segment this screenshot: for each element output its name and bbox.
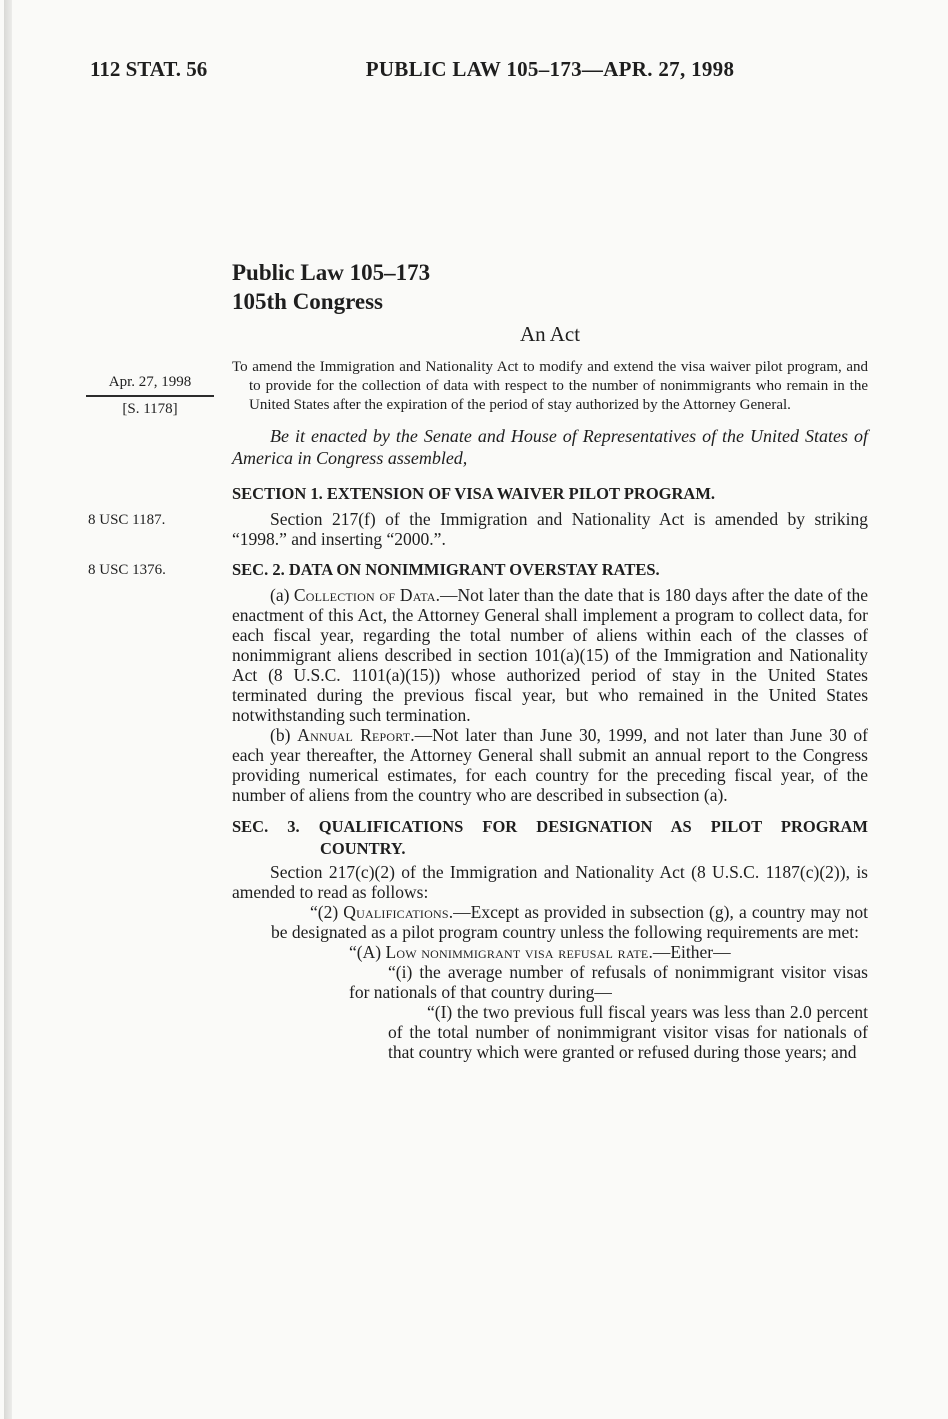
subsection-a-text: .—Not later than the date that is 180 days after the date of the enactment of this Act, the Attorney General shall implement a program to collect data, for each fiscal year, regarding the total number of aliens within each of the classes of nonimmigrant aliens described in section 101(a)(15) of the Immigration and Nationality Act (8 U.S.C. 1101(a)(15)) whose authorized period of stay in the United States terminated during the previous fiscal year, but who remained in the United States notwithstanding such termination. (232, 585, 868, 725)
running-header (0, 57, 948, 85)
usc-1376-margin-note: 8 USC 1376. (88, 562, 166, 578)
an-act-heading: An Act (519, 322, 581, 346)
subparagraph-a-catchline: Low nonimmigrant visa refusal rate (385, 942, 649, 962)
section-3-heading-line1: SEC. 3. QUALIFICATIONS FOR DESIGNATION AS PILOT PROGRAM (232, 817, 868, 836)
usc-1187-margin-note: 8 USC 1187. (88, 512, 166, 528)
section-3-heading-line2: COUNTRY. (320, 839, 406, 858)
subsection-a-paragraph (232, 585, 868, 725)
subparagraph-a-label: “(A) (349, 942, 386, 962)
subsection-b-catchline: Annual Report (297, 725, 411, 745)
section-1-heading: SECTION 1. EXTENSION OF VISA WAIVER PILOT PROGRAM. (232, 484, 716, 503)
page-edge-shadow (4, 0, 12, 1419)
subsection-b-label: (b) (270, 725, 298, 745)
subparagraph-a-text: .—Either— (648, 942, 731, 962)
date-margin-note (86, 373, 214, 419)
enacting-clause: Be it enacted by the Senate and House of Representatives of the United States of America in Congress assembled, (232, 426, 868, 468)
paragraph-2-catchline: Qualifications (343, 902, 449, 922)
preamble-block (108, 358, 868, 417)
section-1-text: Section 217(f) of the Immigration and Nationality Act is amended by striking “1998.” and inserting “2000.”. (232, 509, 868, 549)
subclause-I-paragraph: “(I) the two previous full fiscal years was less than 2.0 percent of the total number of nonimmigrant visitor visas for nationals of that country which were granted or refused during those years; and (388, 1002, 868, 1062)
section-3-heading (232, 816, 868, 860)
subsection-a-catchline: Collection of Data (293, 585, 436, 605)
bill-number: [S. 1178] (122, 401, 178, 417)
paragraph-2-label: “(2) (310, 902, 344, 922)
section-3-intro: Section 217(c)(2) of the Immigration and Nationality Act (8 U.S.C. 1187(c)(2)), is amended to read as follows: (232, 862, 868, 902)
section-1-body-block (88, 509, 868, 549)
law-number-heading: Public Law 105–173 (232, 260, 431, 285)
subsection-b-paragraph (232, 725, 868, 805)
section-2-heading-block (88, 559, 868, 580)
clause-i-paragraph: “(i) the average number of refusals of nonimmigrant visitor visas for nationals of that country during— (349, 962, 868, 1002)
subsection-a-label: (a) (270, 585, 294, 605)
paragraph-2-qualifications (271, 902, 868, 942)
paragraph-2-text: .—Except as provided in subsection (g), a country may not be designated as a pilot program country unless the following requirements are met: (271, 902, 868, 942)
enactment-date: Apr. 27, 1998 (86, 373, 214, 397)
congress-heading: 105th Congress (232, 289, 384, 314)
subsection-b-text: .—Not later than June 30, 1999, and not later than June 30 of each year thereafter, the Attorney General shall submit an annual report to the Congress providing numerical estimates, for each country for the preceding fiscal year, of the number of aliens from the country who are described in subsection (a). (232, 725, 868, 805)
section-2-heading: SEC. 2. DATA ON NONIMMIGRANT OVERSTAY RATES. (232, 560, 660, 579)
preamble-text: To amend the Immigration and Nationality Act to modify and extend the visa waiver pilot program, and to provide for the collection of data with respect to the number of nonimmigrants who remain in the United States after the expiration of the period of stay authorized by the Attorney General. (232, 359, 868, 413)
law-title-block (232, 258, 868, 316)
subparagraph-a-refusal-rate (310, 942, 868, 962)
running-law-title: PUBLIC LAW 105–173—APR. 27, 1998 (365, 57, 735, 81)
stat-page-number: 112 STAT. 56 (90, 57, 208, 81)
page-body (88, 258, 868, 1062)
